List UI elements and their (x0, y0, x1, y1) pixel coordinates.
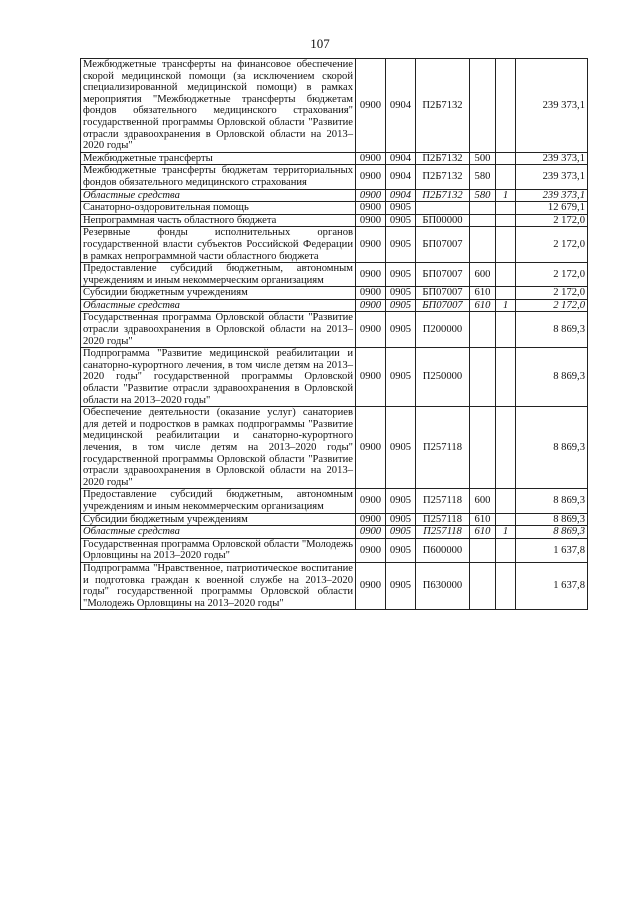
table-row (81, 348, 588, 407)
row-expense-type-code: 610 (470, 526, 496, 539)
row-name: Предоставление субсидий бюджетным, автономным учреждениям и иным некоммерческим организациям (81, 489, 356, 513)
row-amount: 1 637,8 (516, 562, 588, 609)
row-expense-type-code (470, 348, 496, 407)
row-expense-type-code (470, 312, 496, 348)
row-subsection-code: 0905 (386, 538, 416, 562)
page-number: 107 (310, 36, 330, 51)
row-section-code: 0900 (356, 287, 386, 300)
row-subsection-code: 0905 (386, 407, 416, 489)
row-amount: 8 869,3 (516, 348, 588, 407)
row-subsection-code: 0905 (386, 299, 416, 312)
row-subsection-code: 0905 (386, 312, 416, 348)
row-expense-type-code: 500 (470, 152, 496, 165)
row-amount: 12 679,1 (516, 202, 588, 215)
row-expense-type-code: 610 (470, 513, 496, 526)
row-expense-type-code (470, 202, 496, 215)
row-amount: 239 373,1 (516, 189, 588, 202)
row-target-article-code: П2Б7132 (416, 165, 470, 189)
row-funding-source-code (496, 263, 516, 287)
row-name: Обеспечение деятельности (оказание услуг) санаториев для детей и подростков в рамках подпрограммы "Развитие медицинской реабилитации и санаторно-курортного лечения, в том числе детям на 2013–2020 годы" государственной программы Орловской области "Развитие отрасли здравоохранения в Орловской области на 2013–2020 годы" (81, 407, 356, 489)
row-section-code: 0900 (356, 348, 386, 407)
row-target-article-code: П630000 (416, 562, 470, 609)
row-section-code: 0900 (356, 407, 386, 489)
row-funding-source-code (496, 513, 516, 526)
row-funding-source-code (496, 165, 516, 189)
table-row (81, 227, 588, 263)
row-amount: 1 637,8 (516, 538, 588, 562)
budget-table-body (81, 59, 588, 610)
row-expense-type-code: 610 (470, 287, 496, 300)
row-funding-source-code (496, 312, 516, 348)
row-expense-type-code (470, 227, 496, 263)
row-subsection-code: 0905 (386, 263, 416, 287)
row-section-code: 0900 (356, 489, 386, 513)
row-name: Межбюджетные трансферты (81, 152, 356, 165)
row-section-code: 0900 (356, 59, 386, 153)
row-subsection-code: 0905 (386, 348, 416, 407)
row-name: Субсидии бюджетным учреждениям (81, 287, 356, 300)
row-section-code: 0900 (356, 227, 386, 263)
row-expense-type-code (470, 59, 496, 153)
budget-table (80, 58, 588, 610)
row-funding-source-code (496, 152, 516, 165)
row-expense-type-code (470, 214, 496, 227)
row-section-code: 0900 (356, 562, 386, 609)
row-funding-source-code (496, 202, 516, 215)
row-target-article-code: БП07007 (416, 287, 470, 300)
row-amount: 8 869,3 (516, 489, 588, 513)
row-amount: 239 373,1 (516, 59, 588, 153)
row-subsection-code: 0905 (386, 513, 416, 526)
row-amount: 239 373,1 (516, 152, 588, 165)
row-name: Резервные фонды исполнительных органов государственной власти субъектов Российской Федерации в рамках непрограммной части областного бюджета (81, 227, 356, 263)
row-name: Областные средства (81, 189, 356, 202)
row-amount: 8 869,3 (516, 526, 588, 539)
row-subsection-code: 0904 (386, 189, 416, 202)
row-subsection-code: 0904 (386, 165, 416, 189)
row-subsection-code: 0905 (386, 214, 416, 227)
row-subsection-code: 0905 (386, 287, 416, 300)
row-name: Предоставление субсидий бюджетным, автономным учреждениям и иным некоммерческим организациям (81, 263, 356, 287)
row-amount: 239 373,1 (516, 165, 588, 189)
row-name: Субсидии бюджетным учреждениям (81, 513, 356, 526)
row-expense-type-code: 610 (470, 299, 496, 312)
row-section-code: 0900 (356, 526, 386, 539)
table-row (81, 562, 588, 609)
table-row (81, 299, 588, 312)
table-row (81, 538, 588, 562)
row-expense-type-code: 600 (470, 263, 496, 287)
row-expense-type-code: 580 (470, 189, 496, 202)
row-funding-source-code (496, 59, 516, 153)
row-target-article-code: П2Б7132 (416, 189, 470, 202)
row-target-article-code: П250000 (416, 348, 470, 407)
table-row (81, 152, 588, 165)
row-subsection-code: 0905 (386, 489, 416, 513)
row-subsection-code: 0904 (386, 152, 416, 165)
row-expense-type-code (470, 562, 496, 609)
row-funding-source-code (496, 538, 516, 562)
row-name: Государственная программа Орловской области "Молодежь Орловщины на 2013–2020 годы" (81, 538, 356, 562)
row-section-code: 0900 (356, 312, 386, 348)
table-row (81, 489, 588, 513)
row-target-article-code: БП07007 (416, 263, 470, 287)
row-target-article-code (416, 202, 470, 215)
row-section-code: 0900 (356, 165, 386, 189)
row-section-code: 0900 (356, 202, 386, 215)
row-name: Областные средства (81, 299, 356, 312)
row-name: Государственная программа Орловской области "Развитие отрасли здравоохранения в Орловской области на 2013–2020 годы" (81, 312, 356, 348)
row-amount: 8 869,3 (516, 312, 588, 348)
table-row (81, 263, 588, 287)
table-row (81, 189, 588, 202)
row-amount: 2 172,0 (516, 214, 588, 227)
row-name: Межбюджетные трансферты бюджетам территориальных фондов обязательного медицинского страхования (81, 165, 356, 189)
row-expense-type-code (470, 407, 496, 489)
row-name: Санаторно-оздоровительная помощь (81, 202, 356, 215)
table-row (81, 287, 588, 300)
row-section-code: 0900 (356, 513, 386, 526)
row-funding-source-code (496, 562, 516, 609)
row-subsection-code: 0905 (386, 202, 416, 215)
row-subsection-code: 0905 (386, 562, 416, 609)
row-funding-source-code: 1 (496, 189, 516, 202)
table-row (81, 202, 588, 215)
row-target-article-code: БП07007 (416, 227, 470, 263)
row-target-article-code: П257118 (416, 489, 470, 513)
row-target-article-code: П200000 (416, 312, 470, 348)
table-row (81, 59, 588, 153)
row-amount: 8 869,3 (516, 513, 588, 526)
row-expense-type-code: 580 (470, 165, 496, 189)
row-funding-source-code (496, 287, 516, 300)
row-funding-source-code (496, 214, 516, 227)
row-target-article-code: П2Б7132 (416, 152, 470, 165)
row-funding-source-code (496, 489, 516, 513)
row-section-code: 0900 (356, 299, 386, 312)
table-row (81, 513, 588, 526)
row-target-article-code: БП07007 (416, 299, 470, 312)
row-target-article-code: П600000 (416, 538, 470, 562)
row-target-article-code: БП00000 (416, 214, 470, 227)
row-amount: 2 172,0 (516, 299, 588, 312)
row-name: Непрограммная часть областного бюджета (81, 214, 356, 227)
row-funding-source-code: 1 (496, 299, 516, 312)
row-subsection-code: 0904 (386, 59, 416, 153)
row-target-article-code: П2Б7132 (416, 59, 470, 153)
row-subsection-code: 0905 (386, 227, 416, 263)
row-amount: 2 172,0 (516, 263, 588, 287)
row-section-code: 0900 (356, 189, 386, 202)
table-row (81, 214, 588, 227)
row-section-code: 0900 (356, 152, 386, 165)
table-row (81, 407, 588, 489)
table-row (81, 165, 588, 189)
row-name: Межбюджетные трансферты на финансовое обеспечение скорой медицинской помощи (за исключением скорой специализированной медицинской помощи) в рамках мероприятия "Межбюджетные трансферты бюджетам фондов обязательного медицинского страхования" государственной программы Орловской области "Развитие отрасли здравоохранения в Орловской области на 2013–2020 годы" (81, 59, 356, 153)
table-row (81, 312, 588, 348)
row-name: Подпрограмма "Развитие медицинской реабилитации и санаторно-курортного лечения, в том числе детям на 2013–2020 годы" государственной программы Орловской области "Развитие отрасли здравоохранения в Орловской области на 2013–2020 годы" (81, 348, 356, 407)
row-expense-type-code (470, 538, 496, 562)
table-row (81, 526, 588, 539)
row-section-code: 0900 (356, 263, 386, 287)
row-target-article-code: П257118 (416, 407, 470, 489)
row-name: Подпрограмма "Нравственное, патриотическое воспитание и подготовка граждан к военной службе на 2013–2020 годы" государственной программы Орловской области "Молодежь Орловщины на 2013–2020 годы" (81, 562, 356, 609)
row-funding-source-code (496, 227, 516, 263)
row-section-code: 0900 (356, 538, 386, 562)
row-expense-type-code: 600 (470, 489, 496, 513)
row-funding-source-code (496, 348, 516, 407)
row-amount: 2 172,0 (516, 287, 588, 300)
row-subsection-code: 0905 (386, 526, 416, 539)
row-section-code: 0900 (356, 214, 386, 227)
row-funding-source-code: 1 (496, 526, 516, 539)
row-target-article-code: П257118 (416, 513, 470, 526)
row-amount: 8 869,3 (516, 407, 588, 489)
row-amount: 2 172,0 (516, 227, 588, 263)
row-name: Областные средства (81, 526, 356, 539)
row-funding-source-code (496, 407, 516, 489)
row-target-article-code: П257118 (416, 526, 470, 539)
